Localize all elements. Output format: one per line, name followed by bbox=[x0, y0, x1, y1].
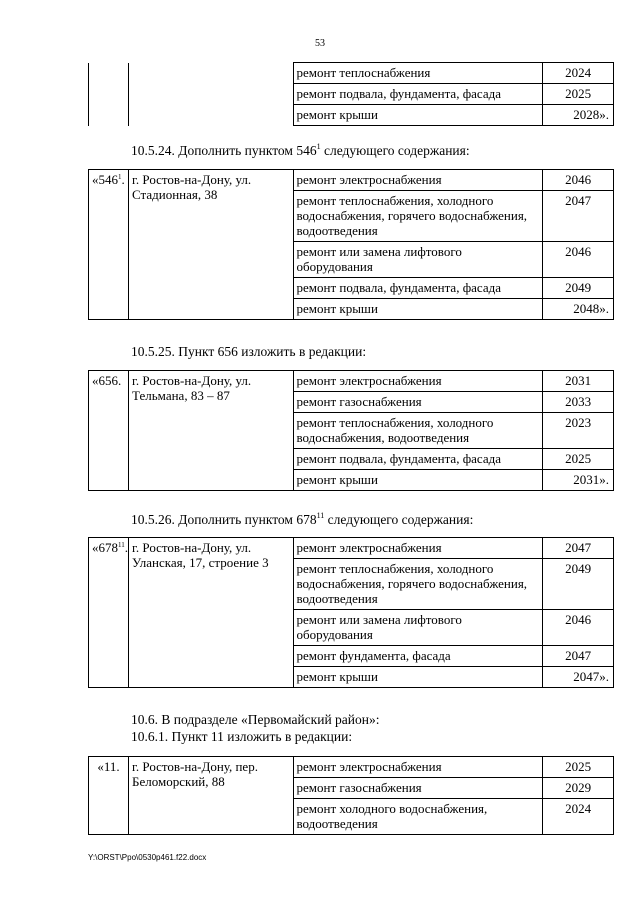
year-cell: 2047 bbox=[543, 538, 614, 559]
year-cell: 2031». bbox=[543, 470, 614, 491]
table-row bbox=[89, 170, 614, 191]
table-row bbox=[89, 538, 614, 559]
work-type-cell: ремонт крыши bbox=[293, 667, 543, 688]
year-cell: 2047 bbox=[543, 646, 614, 667]
work-type-cell: ремонт подвала, фундамента, фасада bbox=[293, 278, 543, 299]
work-type-cell: ремонт электроснабжения bbox=[293, 170, 543, 191]
year-cell: 2029 bbox=[543, 778, 614, 799]
year-cell: 2049 bbox=[543, 559, 614, 610]
paragraph-text: 10.5.26. Дополнить пунктом 678 bbox=[131, 512, 317, 527]
work-type-cell: ремонт теплоснабжения, холодного водоснабжения, водоотведения bbox=[293, 413, 543, 449]
year-cell: 2031 bbox=[543, 371, 614, 392]
item-number-cell: «11. bbox=[89, 757, 129, 835]
work-type-cell: ремонт крыши bbox=[293, 470, 543, 491]
work-type-cell: ремонт крыши bbox=[293, 299, 543, 320]
paragraph-10-5-24 bbox=[131, 143, 470, 159]
address-cell: г. Ростов-на-Дону, пер. Беломорский, 88 bbox=[129, 757, 293, 835]
continuation-table bbox=[88, 62, 614, 126]
work-type-cell: ремонт газоснабжения bbox=[293, 778, 543, 799]
work-type-cell: ремонт электроснабжения bbox=[293, 757, 543, 778]
year-cell: 2033 bbox=[543, 392, 614, 413]
table-row bbox=[89, 63, 614, 84]
item-number-cell: «$546^1$. bbox=[89, 170, 129, 320]
item-546-1-table bbox=[88, 169, 614, 320]
item-number-cell: «656. bbox=[89, 371, 129, 491]
year-cell: 2025 bbox=[543, 757, 614, 778]
year-cell: 2023 bbox=[543, 413, 614, 449]
year-cell: 2028». bbox=[543, 105, 614, 126]
superscript: 11 bbox=[316, 511, 325, 520]
work-type-cell: ремонт теплоснабжения, холодного водоснабжения, горячего водоснабжения, водоотведения bbox=[293, 191, 543, 242]
work-type-cell: ремонт фундамента, фасада bbox=[293, 646, 543, 667]
work-type-cell: ремонт электроснабжения bbox=[293, 371, 543, 392]
paragraph-text: следующего содержания: bbox=[324, 512, 474, 527]
address-cell: г. Ростов-на-Дону, ул. Уланская, 17, строение 3 bbox=[129, 538, 293, 688]
item-678-11-table bbox=[88, 537, 614, 688]
item-number-cell bbox=[89, 63, 129, 126]
work-type-cell: ремонт газоснабжения bbox=[293, 392, 543, 413]
paragraph-text: следующего содержания: bbox=[320, 143, 470, 158]
year-cell: 2047». bbox=[543, 667, 614, 688]
year-cell: 2046 bbox=[543, 610, 614, 646]
paragraph-text: 10.5.24. Дополнить пунктом 546 bbox=[131, 143, 317, 158]
year-cell: 2024 bbox=[543, 63, 614, 84]
work-type-cell: ремонт теплоснабжения, холодного водоснабжения, горячего водоснабжения, водоотведения bbox=[293, 559, 543, 610]
year-cell: 2024 bbox=[543, 799, 614, 835]
address-cell bbox=[129, 63, 293, 126]
work-type-cell: ремонт теплоснабжения bbox=[293, 63, 543, 84]
paragraph-10-5-25: 10.5.25. Пункт 656 изложить в редакции: bbox=[131, 344, 367, 359]
year-cell: 2025 bbox=[543, 449, 614, 470]
address-cell: г. Ростов-на-Дону, ул. Стадионная, 38 bbox=[129, 170, 293, 320]
year-cell: 2049 bbox=[543, 278, 614, 299]
work-type-cell: ремонт подвала, фундамента, фасада bbox=[293, 84, 543, 105]
file-path-footer: Y:\ORST\Ppo\0530p461.f22.docx bbox=[88, 853, 207, 862]
year-cell: 2046 bbox=[543, 170, 614, 191]
item-656-table bbox=[88, 370, 614, 491]
year-cell: 2046 bbox=[543, 242, 614, 278]
paragraph-10-6-1: 10.6.1. Пункт 11 изложить в редакции: bbox=[131, 729, 353, 744]
page-number: 53 bbox=[315, 38, 325, 49]
year-cell: 2048». bbox=[543, 299, 614, 320]
year-cell: 2047 bbox=[543, 191, 614, 242]
superscript: 1 bbox=[316, 142, 321, 151]
paragraph-10-5-26 bbox=[131, 512, 473, 528]
work-type-cell: ремонт электроснабжения bbox=[293, 538, 543, 559]
work-type-cell: ремонт или замена лифтового оборудования bbox=[293, 242, 543, 278]
work-type-cell: ремонт холодного водоснабжения, водоотведения bbox=[293, 799, 543, 835]
table-row bbox=[89, 757, 614, 778]
year-cell: 2025 bbox=[543, 84, 614, 105]
item-11-table bbox=[88, 756, 614, 835]
item-number-cell: «$678^{11}$. bbox=[89, 538, 129, 688]
table-row bbox=[89, 371, 614, 392]
address-cell: г. Ростов-на-Дону, ул. Тельмана, 83 – 87 bbox=[129, 371, 293, 491]
work-type-cell: ремонт или замена лифтового оборудования bbox=[293, 610, 543, 646]
work-type-cell: ремонт крыши bbox=[293, 105, 543, 126]
paragraph-10-6: 10.6. В подразделе «Первомайский район»: bbox=[131, 712, 380, 727]
work-type-cell: ремонт подвала, фундамента, фасада bbox=[293, 449, 543, 470]
